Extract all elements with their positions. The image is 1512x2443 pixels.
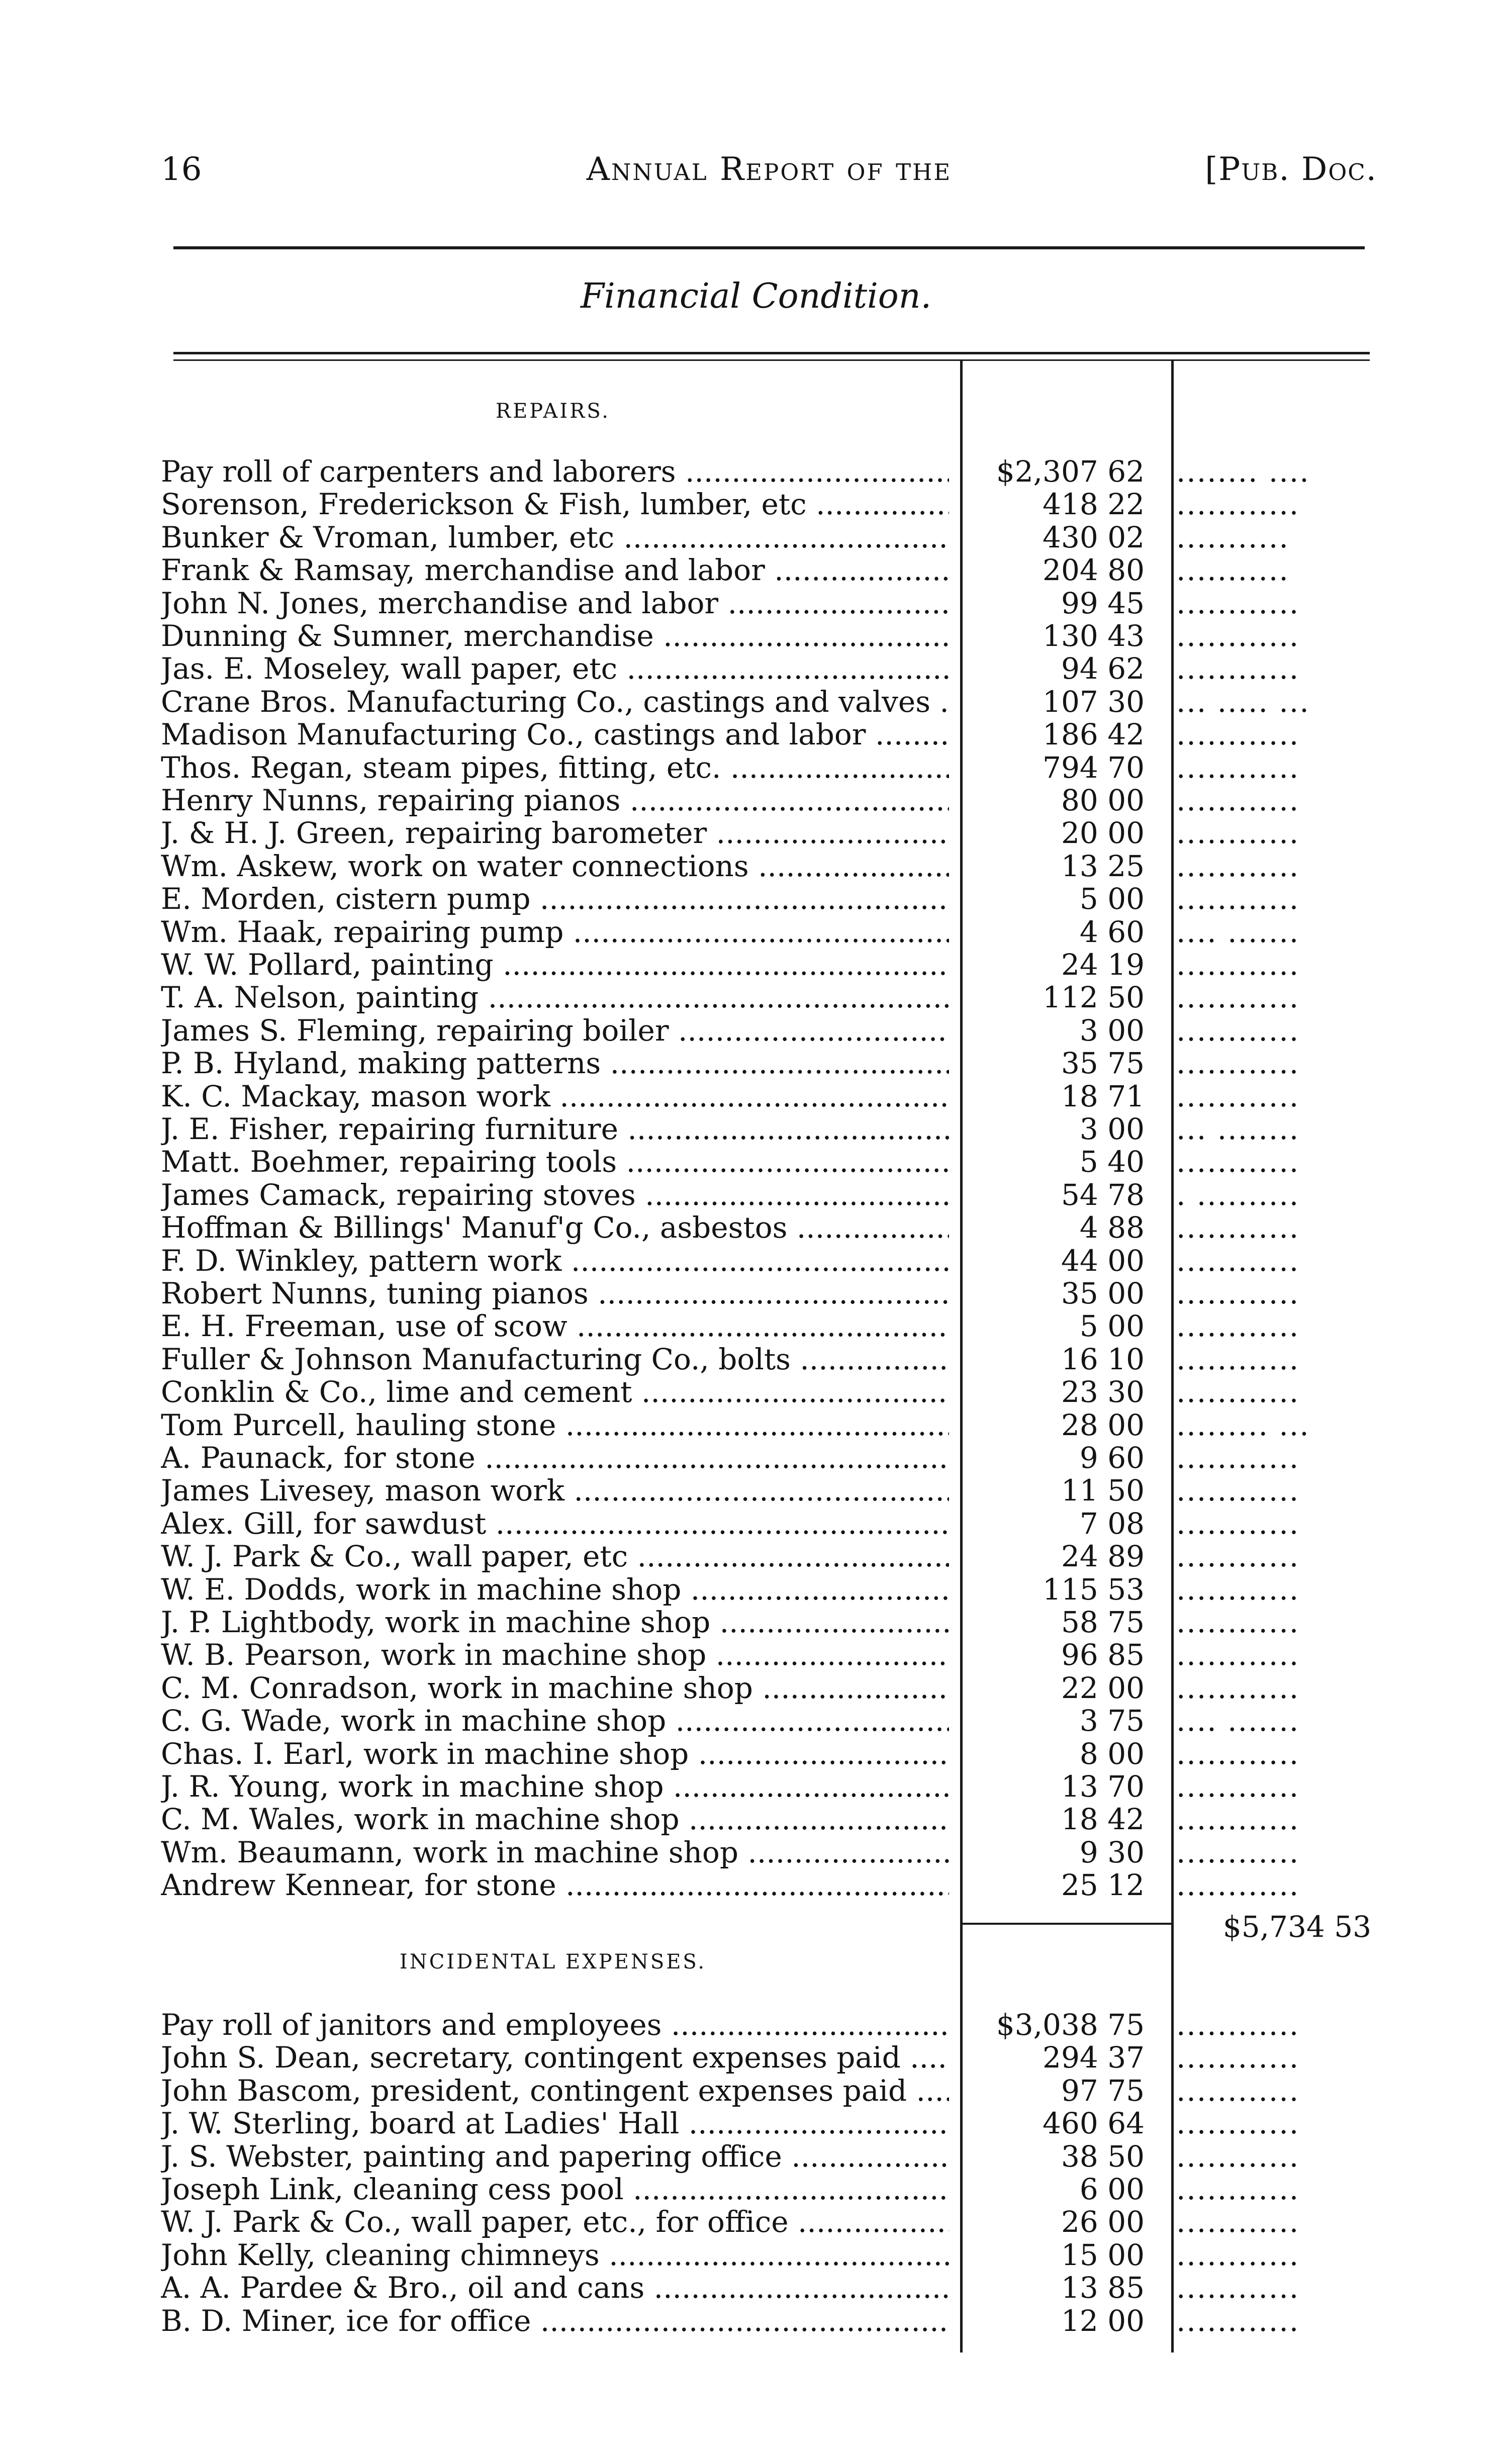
entry-description: C. M. Conradson, work in machine shop .....: [161, 1671, 949, 1705]
ledger-row: [0, 1441, 1512, 1474]
entry-amount: 18 71: [1061, 1079, 1145, 1113]
ledger-row: [0, 1836, 1512, 1869]
entry-amount: 4 88: [1079, 1210, 1145, 1245]
ledger-row: [0, 1770, 1512, 1803]
entry-description: J. E. Fisher, repairing furniture .....: [161, 1112, 949, 1146]
entry-leader-dots: ............: [1176, 1868, 1300, 1902]
ledger-row: [0, 1244, 1512, 1277]
entry-description: James S. Fleming, repairing boiler .....: [161, 1014, 949, 1047]
section-title: Financial Condition.: [580, 276, 932, 316]
ledger-row: [0, 1178, 1512, 1211]
ledger-row: [0, 2008, 1512, 2041]
page-header: [161, 151, 1377, 196]
entry-description: John S. Dean, secretary, contingent expenses paid .....: [161, 2041, 949, 2074]
entry-leader-dots: ............: [1176, 586, 1300, 620]
entry-description: F. D. Winkley, pattern work .....: [161, 1244, 949, 1277]
entry-leader-dots: ............: [1176, 1309, 1300, 1343]
entry-leader-dots: ............: [1176, 1244, 1300, 1277]
entry-description: Wm. Askew, work on water connections .....: [161, 850, 949, 883]
ledger-row: [0, 1507, 1512, 1540]
ledger-row: [0, 850, 1512, 883]
entry-leader-dots: ............: [1176, 1441, 1300, 1474]
entry-description: Madison Manufacturing Co., castings and labor .....: [161, 718, 949, 751]
entry-leader-dots: ............: [1176, 1737, 1300, 1770]
ledger-row: [0, 2304, 1512, 2337]
entry-amount: 9 30: [1079, 1835, 1145, 1869]
ledger-row: [0, 2238, 1512, 2272]
ledger-row: [0, 751, 1512, 784]
table-top-rule: [173, 352, 1370, 361]
entry-description: W. B. Pearson, work in machine shop .....: [161, 1638, 949, 1671]
ledger-row: [0, 619, 1512, 652]
entry-amount: 58 75: [1061, 1605, 1145, 1639]
ledger-row: [0, 1375, 1512, 1408]
entry-description: Wm. Haak, repairing pump .....: [161, 915, 949, 949]
entry-description: J. S. Webster, painting and papering office .....: [161, 2140, 949, 2173]
entry-leader-dots: ...........: [1176, 553, 1289, 587]
entry-description: B. D. Miner, ice for office .....: [161, 2304, 949, 2337]
entry-leader-dots: ............: [1176, 2041, 1300, 2075]
entry-leader-dots: ............: [1176, 2205, 1300, 2239]
entry-leader-dots: ............: [1176, 1572, 1300, 1606]
entry-leader-dots: ............: [1176, 2008, 1300, 2041]
ledger-row: [0, 1803, 1512, 1836]
entry-description: Bunker & Vroman, lumber, etc .....: [161, 521, 949, 554]
header-rule: [173, 246, 1365, 249]
entry-description: Fuller & Johnson Manufacturing Co., bolts .....: [161, 1343, 949, 1376]
entry-description: T. A. Nelson, painting .....: [161, 981, 949, 1014]
ledger-row: [0, 948, 1512, 981]
repairs-heading: REPAIRS.: [495, 400, 611, 423]
entry-leader-dots: ............: [1176, 981, 1300, 1014]
ledger-row: [0, 587, 1512, 620]
entry-description: W. W. Pollard, painting .....: [161, 948, 949, 981]
ledger-row: [0, 1671, 1512, 1705]
ledger-row: [0, 1573, 1512, 1606]
entry-amount: 80 00: [1061, 783, 1145, 817]
entry-amount: 107 30: [1043, 684, 1145, 719]
entry-description: A. Paunack, for stone .....: [161, 1441, 949, 1474]
entry-amount: 20 00: [1061, 816, 1145, 851]
entry-description: J. R. Young, work in machine shop .....: [161, 1770, 949, 1803]
entry-amount: 35 75: [1061, 1046, 1145, 1081]
entry-leader-dots: ............: [1176, 1507, 1300, 1540]
entry-description: Robert Nunns, tuning pianos .....: [161, 1277, 949, 1310]
entry-amount: 5 00: [1079, 1309, 1145, 1344]
entry-amount: 9 60: [1079, 1441, 1145, 1475]
entry-description: Dunning & Sumner, merchandise .....: [161, 619, 949, 652]
ledger-row: [0, 784, 1512, 817]
entry-description: John N. Jones, merchandise and labor .....: [161, 587, 949, 620]
entry-leader-dots: .... .......: [1176, 1704, 1300, 1738]
entry-description: Pay roll of janitors and employees .....: [161, 2008, 949, 2041]
entry-amount: 6 00: [1079, 2172, 1145, 2206]
entry-leader-dots: ............: [1176, 1606, 1300, 1639]
ledger-row: [0, 1474, 1512, 1507]
entry-amount: 54 78: [1061, 1177, 1145, 1212]
entry-description: Andrew Kennear, for stone .....: [161, 1868, 949, 1902]
entry-leader-dots: ............: [1176, 1474, 1300, 1508]
entry-amount: 430 02: [1043, 520, 1145, 554]
ledger-row: [0, 521, 1512, 554]
entry-description: Matt. Boehmer, repairing tools .....: [161, 1145, 949, 1178]
ledger-row: [0, 2107, 1512, 2140]
entry-description: Chas. I. Earl, work in machine shop .....: [161, 1737, 949, 1770]
entry-leader-dots: ............: [1176, 1047, 1300, 1080]
ledger-row: [0, 1277, 1512, 1310]
entry-leader-dots: ............: [1176, 718, 1300, 751]
entry-description: C. M. Wales, work in machine shop .....: [161, 1803, 949, 1836]
entry-leader-dots: ............: [1176, 619, 1300, 652]
ledger-row: [0, 1540, 1512, 1573]
entry-leader-dots: ............: [1176, 1540, 1300, 1573]
entry-leader-dots: ............: [1176, 1375, 1300, 1409]
ledger-row: [0, 816, 1512, 850]
ledger-row: [0, 1014, 1512, 1047]
entry-amount: 186 42: [1043, 717, 1145, 752]
entry-leader-dots: ............: [1176, 784, 1300, 817]
ledger-row: [0, 718, 1512, 751]
entry-amount: 5 40: [1079, 1145, 1145, 1179]
entry-leader-dots: ............: [1176, 488, 1300, 521]
entry-amount: 12 00: [1061, 2303, 1145, 2338]
entry-amount: 418 22: [1043, 487, 1145, 522]
ledger-row: [0, 1737, 1512, 1770]
entry-leader-dots: ...........: [1176, 520, 1289, 554]
entry-amount: 96 85: [1061, 1638, 1145, 1672]
entry-description: K. C. Mackay, mason work .....: [161, 1080, 949, 1113]
entry-amount: 294 37: [1043, 2040, 1145, 2075]
entry-description: P. B. Hyland, making patterns .....: [161, 1047, 949, 1080]
entry-description: J. & H. J. Green, repairing barometer .....: [161, 816, 949, 850]
entry-description: Pay roll of carpenters and laborers .....: [161, 455, 949, 488]
entry-leader-dots: ............: [1176, 1079, 1300, 1113]
entry-description: Wm. Beaumann, work in machine shop .....: [161, 1836, 949, 1869]
entry-amount: 11 50: [1061, 1473, 1145, 1508]
entry-leader-dots: ............: [1176, 750, 1300, 784]
entry-description: John Kelly, cleaning chimneys .....: [161, 2238, 949, 2272]
entry-leader-dots: ............: [1176, 1835, 1300, 1869]
entry-amount: 44 00: [1061, 1243, 1145, 1278]
entry-leader-dots: ............: [1176, 2139, 1300, 2173]
entry-amount: 25 12: [1061, 1868, 1145, 1903]
entry-leader-dots: ............: [1176, 2271, 1300, 2305]
entry-leader-dots: ............: [1176, 882, 1300, 916]
ledger-row: [0, 1211, 1512, 1244]
entry-description: James Livesey, mason work .....: [161, 1474, 949, 1507]
entry-amount: 204 80: [1043, 553, 1145, 588]
entry-description: James Camack, repairing stoves .....: [161, 1178, 949, 1211]
entry-leader-dots: ............: [1176, 1770, 1300, 1803]
entry-description: E. H. Freeman, use of scow .....: [161, 1309, 949, 1343]
entry-amount: 24 89: [1061, 1539, 1145, 1574]
entry-leader-dots: ......... ...: [1176, 1408, 1310, 1442]
ledger-row: [0, 1408, 1512, 1442]
entry-amount: 35 00: [1061, 1276, 1145, 1310]
entry-leader-dots: ............: [1176, 816, 1300, 850]
entry-leader-dots: . ..........: [1176, 1178, 1300, 1211]
entry-leader-dots: ............: [1176, 2107, 1300, 2140]
entry-amount: 28 00: [1061, 1407, 1145, 1442]
entry-description: W. J. Park & Co., wall paper, etc .....: [161, 1540, 949, 1573]
ledger-row: [0, 455, 1512, 488]
ledger-row: [0, 553, 1512, 587]
entry-amount: 115 53: [1043, 1572, 1145, 1607]
entry-amount: 8 00: [1079, 1736, 1145, 1771]
entry-amount: 22 00: [1061, 1670, 1145, 1705]
entry-amount: 794 70: [1043, 750, 1145, 785]
entry-description: Frank & Ramsay, merchandise and labor .....: [161, 553, 949, 587]
entry-leader-dots: ............: [1176, 1803, 1300, 1836]
document-type: [Pub. Doc.: [1205, 151, 1377, 188]
entry-amount: $2,307 62: [996, 454, 1145, 489]
entry-description: Sorenson, Frederickson & Fish, lumber, etc .....: [161, 488, 949, 521]
ledger-row: [0, 1638, 1512, 1671]
ledger-row: [0, 1868, 1512, 1902]
entry-leader-dots: ............: [1176, 2304, 1300, 2337]
entry-leader-dots: ............: [1176, 948, 1300, 981]
ledger-row: [0, 1704, 1512, 1737]
ledger-row: [0, 2205, 1512, 2238]
entry-amount: 13 85: [1061, 2271, 1145, 2305]
entry-description: Joseph Link, cleaning cess pool .....: [161, 2173, 949, 2206]
entry-amount: 3 00: [1079, 1112, 1145, 1146]
entry-amount: 18 42: [1061, 1802, 1145, 1837]
ledger-row: [0, 915, 1512, 949]
entry-description: John Bascom, president, contingent expenses paid .....: [161, 2074, 949, 2107]
ledger-row: [0, 652, 1512, 685]
entry-leader-dots: ............: [1176, 849, 1300, 883]
entry-amount: $3,038 75: [996, 2008, 1145, 2042]
ledger-row: [0, 882, 1512, 915]
ledger-row: [0, 1343, 1512, 1376]
entry-description: Henry Nunns, repairing pianos .....: [161, 784, 949, 817]
entry-leader-dots: ............: [1176, 1211, 1300, 1245]
entry-leader-dots: .... .......: [1176, 915, 1300, 949]
repairs-subtotal-rule: [963, 1923, 1171, 1925]
page-number: 16: [161, 151, 202, 188]
incidental-expenses-heading: INCIDENTAL EXPENSES.: [399, 1950, 707, 1974]
ledger-row: [0, 981, 1512, 1014]
entry-description: Tom Purcell, hauling stone .....: [161, 1408, 949, 1442]
entry-description: W. J. Park & Co., wall paper, etc., for office .....: [161, 2205, 949, 2238]
entry-amount: 3 00: [1079, 1013, 1145, 1048]
entry-leader-dots: ............: [1176, 1342, 1300, 1376]
entry-amount: 112 50: [1043, 980, 1145, 1015]
entry-description: W. E. Dodds, work in machine shop .....: [161, 1573, 949, 1606]
entry-amount: 16 10: [1061, 1342, 1145, 1376]
entry-amount: 3 75: [1079, 1704, 1145, 1738]
entry-amount: 7 08: [1079, 1506, 1145, 1541]
entry-leader-dots: ............: [1176, 1013, 1300, 1047]
entry-amount: 24 19: [1061, 948, 1145, 982]
entry-description: J. P. Lightbody, work in machine shop .....: [161, 1606, 949, 1639]
entry-description: Crane Bros. Manufacturing Co., castings and valves .....: [161, 685, 949, 718]
ledger-row: [0, 685, 1512, 718]
ledger-row: [0, 1309, 1512, 1343]
entry-description: Thos. Regan, steam pipes, fitting, etc. .....: [161, 751, 949, 784]
entry-leader-dots: ............: [1176, 1277, 1300, 1310]
entry-leader-dots: ............: [1176, 652, 1300, 686]
entry-amount: 5 00: [1079, 882, 1145, 916]
entry-amount: 94 62: [1061, 651, 1145, 686]
entry-description: Hoffman & Billings' Manuf'g Co., asbestos .....: [161, 1211, 949, 1244]
ledger-row: [0, 1047, 1512, 1080]
repairs-total: $5,734 53: [1222, 1910, 1371, 1944]
ledger-row: [0, 1145, 1512, 1178]
running-title: Annual Report of the: [586, 151, 952, 188]
ledger-row: [0, 2271, 1512, 2304]
entry-amount: 99 45: [1061, 586, 1145, 620]
entry-amount: 130 43: [1043, 619, 1145, 653]
ledger-row: [0, 1080, 1512, 1113]
entry-amount: 15 00: [1061, 2237, 1145, 2272]
entry-description: Jas. E. Moseley, wall paper, etc .....: [161, 652, 949, 685]
entry-amount: 26 00: [1061, 2205, 1145, 2239]
entry-leader-dots: ............: [1176, 1145, 1300, 1179]
ledger-row: [0, 1112, 1512, 1146]
entry-leader-dots: ............: [1176, 2238, 1300, 2272]
ledger-row: [0, 2074, 1512, 2107]
entry-description: A. A. Pardee & Bro., oil and cans .....: [161, 2271, 949, 2304]
entry-amount: 4 60: [1079, 914, 1145, 949]
ledger-row: [0, 2041, 1512, 2074]
entry-leader-dots: ... ........: [1176, 1112, 1300, 1146]
entry-amount: 13 25: [1061, 849, 1145, 883]
entry-description: E. Morden, cistern pump .....: [161, 882, 949, 915]
entry-amount: 38 50: [1061, 2139, 1145, 2174]
ledger-row: [0, 2140, 1512, 2173]
entry-leader-dots: ........ ....: [1176, 455, 1310, 488]
ledger-row: [0, 488, 1512, 521]
entry-description: Conklin & Co., lime and cement .....: [161, 1375, 949, 1408]
entry-amount: 23 30: [1061, 1375, 1145, 1410]
entry-description: J. W. Sterling, board at Ladies' Hall .....: [161, 2107, 949, 2140]
ledger-row: [0, 2173, 1512, 2206]
entry-leader-dots: ... ..... ...: [1176, 685, 1310, 718]
ledger-row: [0, 1606, 1512, 1639]
entry-leader-dots: ............: [1176, 1671, 1300, 1705]
entry-leader-dots: ............: [1176, 2173, 1300, 2206]
entry-leader-dots: ............: [1176, 1638, 1300, 1672]
entry-description: C. G. Wade, work in machine shop .....: [161, 1704, 949, 1737]
entry-description: Alex. Gill, for sawdust .....: [161, 1507, 949, 1540]
entry-amount: 97 75: [1061, 2073, 1145, 2108]
entry-leader-dots: ............: [1176, 2074, 1300, 2107]
entry-amount: 460 64: [1043, 2106, 1145, 2141]
entry-amount: 13 70: [1061, 1769, 1145, 1804]
